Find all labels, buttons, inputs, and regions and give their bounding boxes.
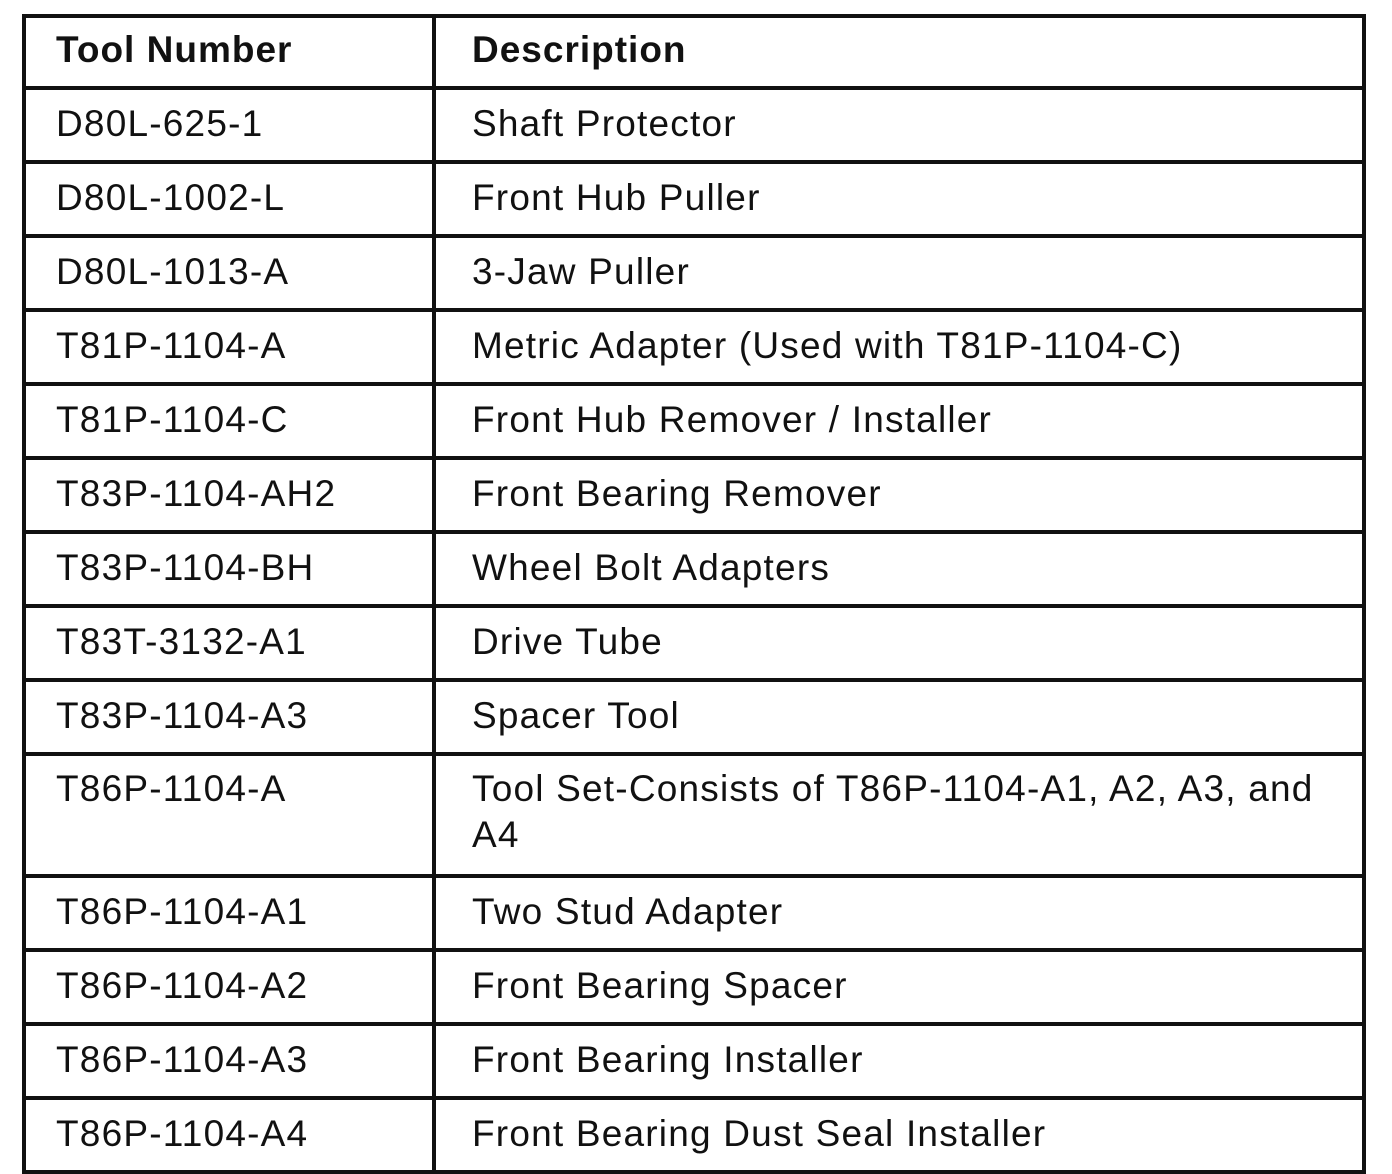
table-row bbox=[24, 532, 1364, 606]
description-cell: Metric Adapter (Used with T81P-1104-C) bbox=[434, 310, 1364, 384]
header-row bbox=[24, 16, 1364, 88]
description-cell: Wheel Bolt Adapters bbox=[434, 532, 1364, 606]
description-cell: Front Bearing Dust Seal Installer bbox=[434, 1098, 1364, 1172]
description-cell: Drive Tube bbox=[434, 606, 1364, 680]
description-cell: Front Hub Remover / Installer bbox=[434, 384, 1364, 458]
tool-number-cell: D80L-1013-A bbox=[24, 236, 434, 310]
table-body bbox=[24, 88, 1364, 1172]
description-cell: Front Hub Puller bbox=[434, 162, 1364, 236]
description-cell: Front Bearing Installer bbox=[434, 1024, 1364, 1098]
description-cell: Spacer Tool bbox=[434, 680, 1364, 754]
description-cell: Tool Set-Consists of T86P-1104-A1, A2, A3, and A4 bbox=[434, 754, 1364, 876]
table-row bbox=[24, 1098, 1364, 1172]
description-cell: Front Bearing Remover bbox=[434, 458, 1364, 532]
tool-table bbox=[22, 14, 1366, 1174]
table-row bbox=[24, 384, 1364, 458]
tool-number-cell: T83P-1104-AH2 bbox=[24, 458, 434, 532]
table-row bbox=[24, 162, 1364, 236]
tool-number-cell: T86P-1104-A bbox=[24, 754, 434, 876]
tool-number-cell: T86P-1104-A2 bbox=[24, 950, 434, 1024]
table-row bbox=[24, 88, 1364, 162]
description-cell: Shaft Protector bbox=[434, 88, 1364, 162]
description-cell: Two Stud Adapter bbox=[434, 876, 1364, 950]
tool-number-cell: D80L-1002-L bbox=[24, 162, 434, 236]
tool-number-cell: T81P-1104-C bbox=[24, 384, 434, 458]
tool-number-cell: T83P-1104-BH bbox=[24, 532, 434, 606]
header-description: Description bbox=[434, 16, 1364, 88]
table-row bbox=[24, 680, 1364, 754]
tool-number-cell: D80L-625-1 bbox=[24, 88, 434, 162]
table-row bbox=[24, 950, 1364, 1024]
tool-number-cell: T86P-1104-A1 bbox=[24, 876, 434, 950]
tool-number-cell: T83P-1104-A3 bbox=[24, 680, 434, 754]
tool-number-cell: T86P-1104-A4 bbox=[24, 1098, 434, 1172]
header-tool-number: Tool Number bbox=[24, 16, 434, 88]
table-row bbox=[24, 606, 1364, 680]
description-cell: 3-Jaw Puller bbox=[434, 236, 1364, 310]
table-row bbox=[24, 236, 1364, 310]
tool-number-cell: T83T-3132-A1 bbox=[24, 606, 434, 680]
table-header bbox=[24, 16, 1364, 88]
table-row bbox=[24, 754, 1364, 876]
table-row bbox=[24, 458, 1364, 532]
tool-number-cell: T81P-1104-A bbox=[24, 310, 434, 384]
table-row bbox=[24, 876, 1364, 950]
table-row bbox=[24, 1024, 1364, 1098]
description-cell: Front Bearing Spacer bbox=[434, 950, 1364, 1024]
table-row bbox=[24, 310, 1364, 384]
tool-number-cell: T86P-1104-A3 bbox=[24, 1024, 434, 1098]
